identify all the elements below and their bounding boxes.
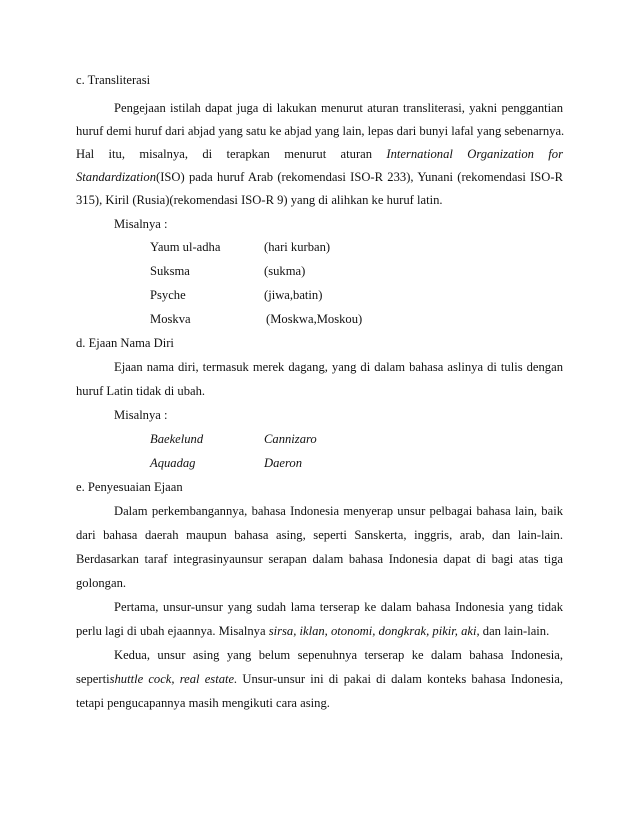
example-name — [150, 455, 195, 471]
text-run: dan lain-lain. — [482, 624, 550, 638]
italic-term: shuttle cock, real estate. — [109, 672, 238, 686]
paragraph-line: Kedua, unsur asing yang belum sepenuhnya terserap ke dalam bahasa Indonesia, — [114, 648, 563, 662]
text-run: (ISO) pada huruf Arab (rekomendasi ISO-R 233), Yunani (rekomendasi ISO-R — [156, 170, 563, 184]
example-name — [150, 431, 203, 447]
example-word: Moskva — [150, 312, 191, 326]
paragraph-line: Pertama, unsur-unsur yang sudah lama terserap ke dalam bahasa Indonesia yang tidak — [114, 600, 563, 614]
paragraph-line — [76, 146, 563, 162]
paragraph-line: golongan. — [76, 576, 127, 590]
example-meaning: (sukma) — [264, 264, 306, 278]
paragraph-line — [76, 623, 549, 639]
paragraph-line: huruf Latin tidak di ubah. — [76, 384, 206, 398]
paragraph-line: 315), Kiril (Rusia)(rekomendasi ISO-R 9) yang di alihkan ke huruf latin. — [76, 193, 443, 207]
example-name — [264, 431, 317, 447]
paragraph-line: dari bahasa daerah maupun bahasa asing, seperti Sanskerta, inggris, arab, dan lain-lain. — [76, 528, 563, 542]
paragraph-line — [76, 169, 563, 185]
text-run: perlu lagi di ubah ejaannya. Misalnya — [76, 624, 266, 638]
paragraph-line: Ejaan nama diri, termasuk merek dagang, yang di dalam bahasa aslinya di tulis dengan — [114, 360, 563, 374]
italic-term: Cannizaro — [264, 432, 317, 446]
paragraph-line: tetapi pengucapannya masih mengikuti cara asing. — [76, 696, 330, 710]
paragraph-line: Berdasarkan taraf integrasinyaunsur serapan dalam bahasa Indonesia dapat di bagi atas tiga — [76, 552, 563, 566]
section-e-heading: e. Penyesuaian Ejaan — [76, 480, 183, 494]
italic-term: Daeron — [264, 456, 303, 470]
example-word: Psyche — [150, 288, 186, 302]
misalnya-label: Misalnya : — [114, 408, 168, 422]
paragraph-line: Pengejaan istilah dapat juga di lakukan menurut aturan transliterasi, yakni penggantian — [114, 101, 563, 115]
example-name — [264, 455, 302, 471]
misalnya-label: Misalnya : — [114, 217, 168, 231]
text-run: Unsur-unsur ini di pakai di dalam konteks bahasa Indonesia, — [242, 672, 563, 686]
italic-term: Baekelund — [150, 432, 204, 446]
italic-term: Standardization — [76, 170, 157, 184]
text-run: Hal itu, misalnya, di terapkan menurut aturan — [76, 147, 373, 161]
example-meaning: (Moskwa,Moskou) — [266, 312, 363, 326]
paragraph-line — [76, 671, 563, 687]
example-meaning: (hari kurban) — [264, 240, 331, 254]
italic-term: sirsa, iklan, otonomi, dongkrak, pikir, aki, — [268, 624, 480, 638]
example-word: Yaum ul-adha — [150, 240, 221, 254]
section-c-heading: c. Transliterasi — [76, 73, 151, 87]
paragraph-line: Dalam perkembangannya, bahasa Indonesia menyerap unsur pelbagai bahasa lain, baik — [114, 504, 563, 518]
paragraph-line: huruf demi huruf dari abjad yang satu ke abjad yang lain, lepas dari bunyi lafal yang sebenarnya. — [76, 124, 565, 138]
example-meaning: (jiwa,batin) — [264, 288, 323, 302]
section-d-heading: d. Ejaan Nama Diri — [76, 336, 174, 350]
text-run: seperti — [76, 672, 110, 686]
example-word: Suksma — [150, 264, 190, 278]
italic-term: International Organization for — [386, 147, 564, 161]
italic-term: Aquadag — [150, 456, 196, 470]
